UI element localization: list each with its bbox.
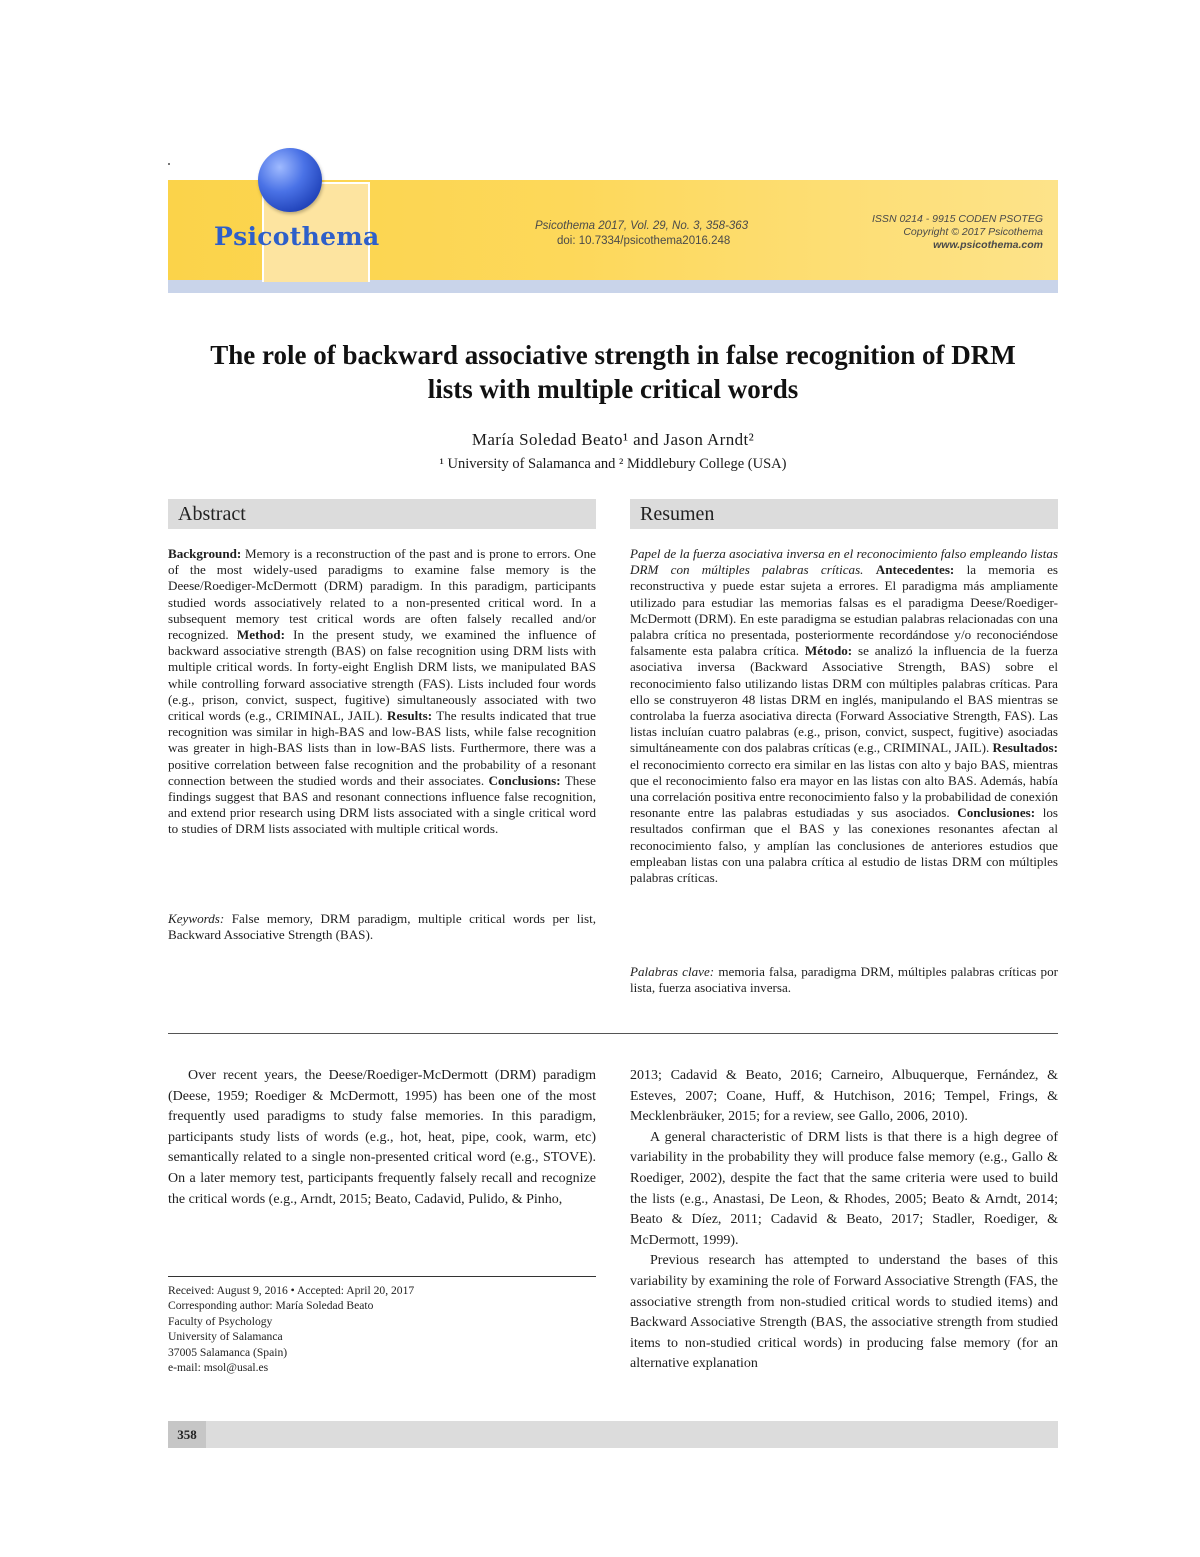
body-paragraph: A general characteristic of DRM lists is that there is a high degree of variability in the probability they will produce false memory (e.g., Gallo & Roediger, 2002), despite the fact that the same criteria were used to build the lists (e.g., Anastasi, De Leon, & Rhodes, 2005; Beato & Arndt, 2014; Beato & Díez, 2011; Cadavid & Beato, 2017; Stadler, Roediger, & McDermott, 1999).	[630, 1129, 1058, 1248]
background-label: Background:	[168, 546, 242, 561]
correspondence-footnote	[168, 1283, 596, 1375]
website-link[interactable]: www.psicothema.com	[933, 239, 1043, 251]
antecedentes-text: la memoria es reconstructiva y puede estar sujeta a errores. El paradigma más ampliamente utilizado para estudiar las memorias falsas es el paradigma Deese/Roediger-McDermott (DRM). En este paradigma se estudian palabras relacionadas con una palabra crítica no presentada, posteriormente recordándose y/o reconociéndose falsamente esta palabra crítica.	[630, 562, 1059, 659]
background-text: Memory is a reconstruction of the past and is prone to errors. One of the most widely-used paradigms to examine false memory is the Deese/Roediger-McDermott (DRM) paradigm. In this paradigm, participants studied words associatively related to a non-presented critical word. In a subsequent memory test critical words are often falsely recalled and/or recognized.	[168, 546, 596, 643]
abstract-heading: Abstract	[168, 499, 596, 529]
metodo-text: se analizó la influencia de la fuerza asociativa inversa (Backward Associative Strength, BAS) sobre el reconocimiento falso utilizando listas DRM con múltiples palabras críticas. Para ello se construyeron 48 listas DRM en inglés, manipulando el BAS mientras se controlaba la fuerza asociativa directa (Forward Associative Strength, FAS). Las listas incluían cuatro palabras (e.g., prison, convict, suspect, fugitive) asociadas simultáneamente con dos palabras críticas (e.g., CRIMINAL, JAIL).	[630, 643, 1058, 756]
conclusions-text: These findings suggest that BAS and resonant connections influence false recognition, and extend prior research using DRM lists associated with a single critical word to studies of DRM lists associated with multiple critical words.	[168, 772, 596, 837]
received-dates: Received: August 9, 2016 • Accepted: April 20, 2017	[168, 1284, 415, 1297]
body-paragraph: Over recent years, the Deese/Roediger-McDermott (DRM) paradigm (Deese, 1959; Roediger & McDermott, 1995) has been one of the most frequently used paradigms to study false memories. In this paradigm, participants study lists of words (e.g., hot, heat, pipe, cook, warm, etc) semantically related to a single non-presented critical word (e.g., STOVE). On a later memory test, participants frequently falsely recall and recognize the critical words (e.g., Arndt, 2015; Beato, Cadavid, Pulido, & Pinho,	[168, 1068, 596, 1207]
title-line-1: The role of backward associative strength in false recognition of DRM	[210, 340, 1016, 370]
resumen-heading: Resumen	[630, 499, 1058, 529]
metodo-label: Método:	[804, 643, 853, 659]
results-label: Results:	[387, 708, 433, 724]
resultados-text: el reconocimiento correcto era similar en las listas con alto y bajo BAS, mientras que el reconocimiento falso era mayor en las listas con alto BAS. Además, había una correlación positiva entre reconocimiento falso y la probabilidad de conexión resonante entre las palabras estudiadas y sus asociados.	[630, 756, 1058, 821]
results-text: The results indicated that true recognition was similar in high-BAS and low-BAS lists, while false recognition was greater in high-BAS lists than in low-BAS lists. Furthermore, there was a positive correlation between false recognition and the probability of a resonant connection between the studied words and their associates.	[168, 708, 596, 788]
conclusions-label: Conclusions:	[488, 772, 561, 788]
body-paragraph: 2013; Cadavid & Beato, 2016; Carneiro, Albuquerque, Fernández, & Esteves, 2007; Coane, Huff, & Hutchison, 2016; Tempel, Frings, & Mecklenbräuker, 2015; for a review, see Gallo, 2006, 2010).	[630, 1068, 1058, 1125]
resultados-label: Resultados:	[992, 740, 1059, 756]
copyright-text: Copyright © 2017 Psicothema	[903, 226, 1043, 238]
university: University of Salamanca	[168, 1330, 283, 1344]
footnote-rule	[168, 1276, 596, 1277]
method-label: Method:	[236, 627, 285, 643]
title-line-2: lists with multiple critical words	[427, 374, 799, 404]
antecedentes-label: Antecedentes:	[875, 562, 955, 578]
logo-sphere-icon	[258, 148, 322, 212]
footer-bar	[168, 1421, 1058, 1448]
palabras-clave-text: memoria falsa, paradigma DRM, múltiples palabras críticas por lista, fuerza asociativa inversa.	[630, 964, 1058, 996]
journal-logo-text: Psicothema	[214, 222, 380, 251]
resumen-text	[630, 546, 1058, 886]
abstract-text	[168, 546, 596, 838]
resumen-keywords	[630, 964, 1058, 996]
body-paragraph: Previous research has attempted to understand the bases of this variability by examining the role of Forward Associative Strength (FAS, the associative strength from non-studied critical words to studied items) and Backward Associative Strength (BAS, the associative strength from studied items to non-studied critical words) in producing false memory (for an alternative explanation	[630, 1253, 1058, 1372]
doi-link[interactable]: doi: 10.7334/psicothema2016.248	[557, 235, 731, 247]
conclusiones-label: Conclusiones:	[957, 805, 1036, 821]
keywords-label: Keywords:	[168, 911, 225, 926]
body-column-left	[168, 1066, 596, 1210]
affiliations: ¹ University of Salamanca and ² Middlebury College (USA)	[439, 456, 787, 472]
journal-citation: Psicothema 2017, Vol. 29, No. 3, 358-363	[535, 220, 749, 232]
journal-citation-block	[535, 219, 748, 249]
page-number: 358	[168, 1421, 206, 1448]
method-text: In the present study, we examined the influence of backward associative strength (BAS) on false recognition using DRM lists with multiple critical words. In forty-eight English DRM lists, we manipulated BAS while controlling forward associative strength (FAS). Lists included four words (e.g., prison, convict, suspect, fugitive) simultaneously associated with two critical words (e.g., CRIMINAL, JAIL).	[168, 627, 596, 724]
address: 37005 Salamanca (Spain)	[168, 1345, 288, 1359]
abstract-keywords	[168, 911, 596, 943]
issn-block	[858, 213, 1043, 252]
spanish-title: Papel de la fuerza asociativa inversa en el reconocimiento falso empleando listas DRM con múltiples palabras críticas.	[630, 546, 1058, 578]
keywords-text: False memory, DRM paradigm, multiple critical words per list, Backward Associative Strength (BAS).	[168, 911, 596, 943]
issn-text: ISSN 0214 - 9915 CODEN PSOTEG	[872, 213, 1043, 225]
corresponding-author: Corresponding author: María Soledad Beato	[168, 1299, 374, 1313]
body-column-right	[630, 1066, 1058, 1375]
conclusiones-text: los resultados confirman que el BAS y las conexiones resonantes afectan al reconocimiento falso, y amplían las conclusiones de anteriores estudios que empleaban listas con una palabra crítica al estudio de listas DRM con múltiples palabras críticas.	[630, 805, 1058, 886]
email-link[interactable]: e-mail: msol@usal.es	[168, 1361, 269, 1375]
faculty: Faculty of Psychology	[168, 1314, 273, 1328]
corner-mark	[168, 163, 170, 165]
section-divider	[168, 1033, 1058, 1034]
author-list: María Soledad Beato¹ and Jason Arndt²	[471, 430, 755, 449]
palabras-clave-label: Palabras clave:	[630, 964, 715, 979]
article-title	[168, 338, 1058, 406]
